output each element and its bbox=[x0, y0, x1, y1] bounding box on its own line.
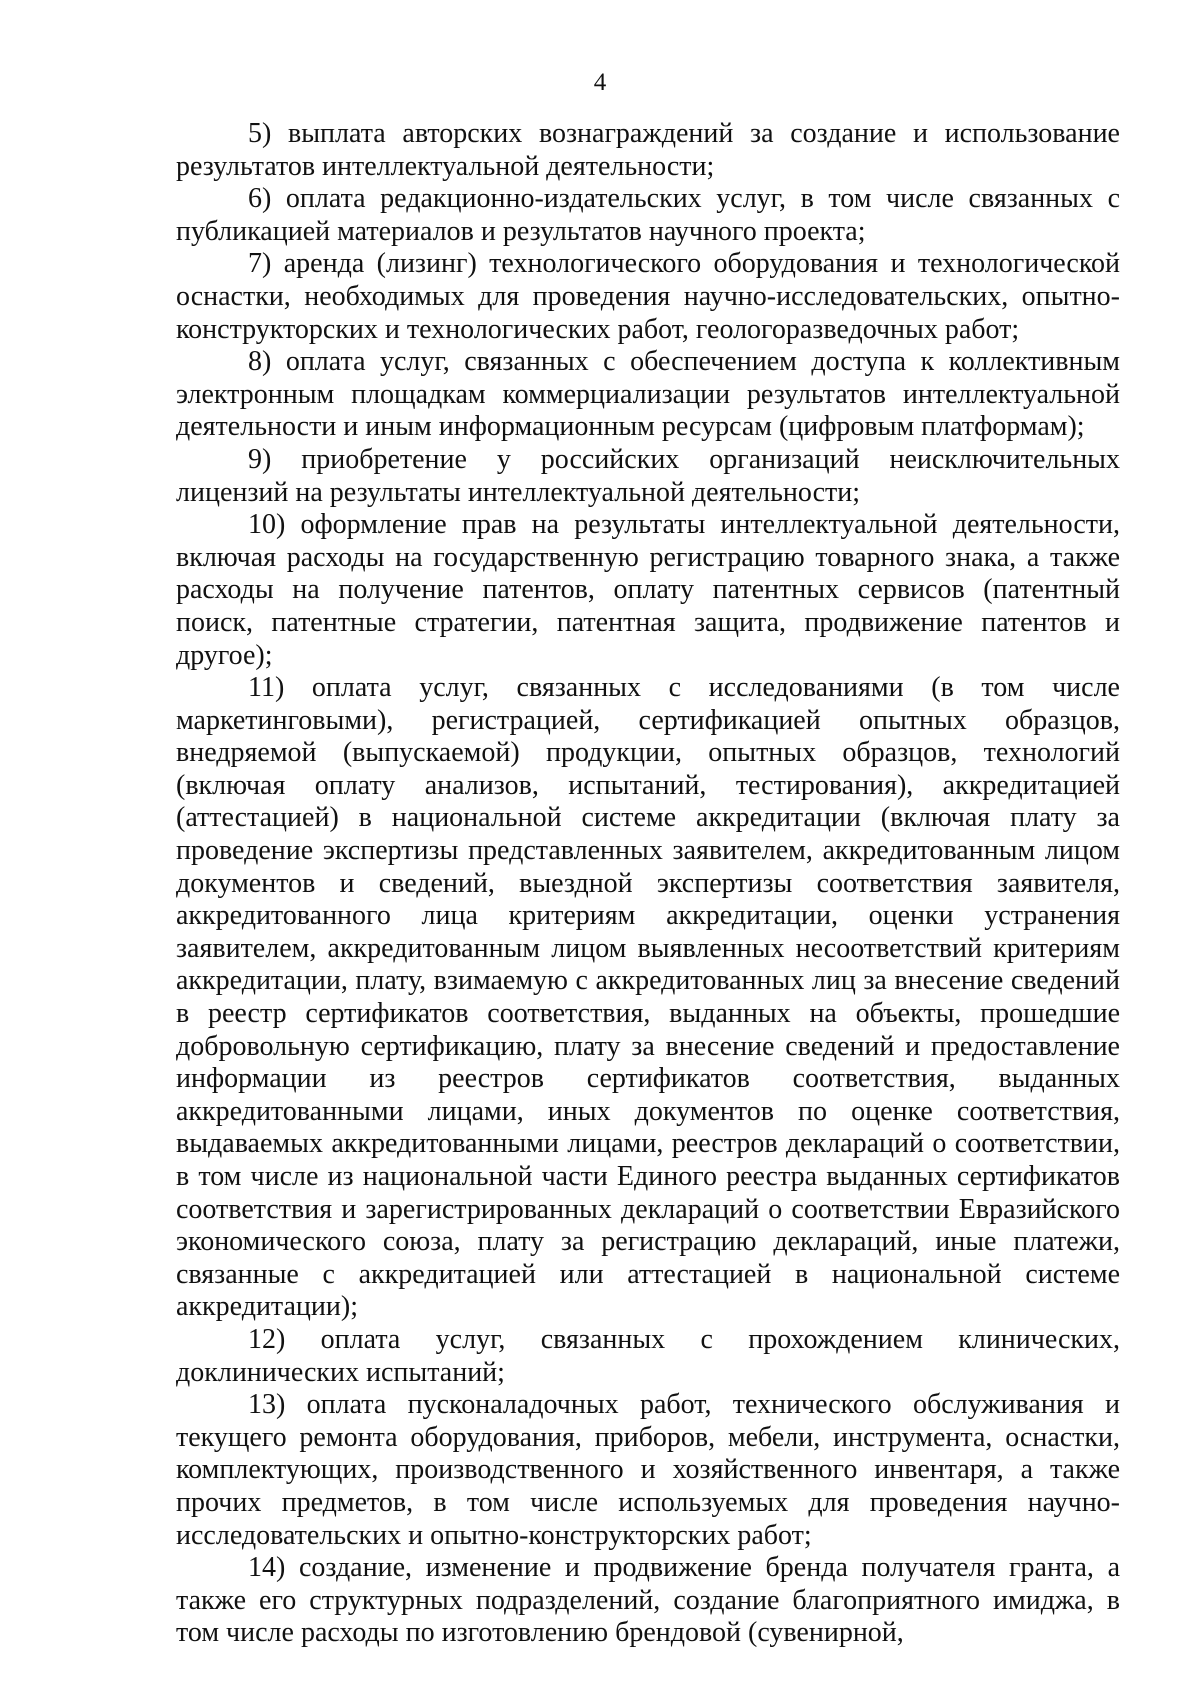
document-body bbox=[176, 118, 1120, 1650]
list-item-12: 12) оплата услуг, связанных с прохождением клинических, доклинических испытаний; bbox=[176, 1323, 1120, 1388]
list-item-9: 9) приобретение у российских организаций неисключительных лицензий на результаты интеллектуальной деятельности; bbox=[176, 443, 1120, 508]
page-number: 4 bbox=[593, 69, 607, 96]
list-item-14: 14) создание, изменение и продвижение бренда получателя гранта, а также его структурных подразделений, создание благоприятного имиджа, в том числе расходы по изготовлению брендовой (сувенирной, bbox=[176, 1552, 1120, 1649]
list-item-7: 7) аренда (лизинг) технологического оборудования и технологической оснастки, необходимых для проведения научно-исследовательских, опытно-конструкторских и технологических работ, геологоразведочных работ; bbox=[176, 248, 1120, 345]
list-item-13: 13) оплата пусконаладочных работ, технического обслуживания и текущего ремонта оборудования, приборов, мебели, инструмента, оснастки, комплектующих, производственного и хозяйственного инвентаря, а также прочих предметов, в том числе используемых для проведения научно-исследовательских и опытно-конструкторских работ; bbox=[176, 1389, 1120, 1551]
list-item-11: 11) оплата услуг, связанных с исследованиями (в том числе маркетинговыми), регистрацией, сертификацией опытных образцов, внедряемой (выпускаемой) продукции, опытных образцов, технологий (включая оплату анализов, испытаний, тестирования), аккредитацией (аттестацией) в национальной системе аккредитации (включая плату за проведение экспертизы представленных заявителем, аккредитованным лицом документов и сведений, выездной экспертизы соответствия заявителя, аккредитованного лица критериям аккредитации, оценки устранения заявителем, аккредитованным лицом выявленных несоответствий критериям аккредитации, плату, взимаемую с аккредитованных лиц за внесение сведений в реестр сертификатов соответствия, выданных на объекты, прошедшие добровольную сертификацию, плату за внесение сведений и предоставление информации из реестров сертификатов соответствия, выданных аккредитованными лицами, иных документов по оценке соответствия, выдаваемых аккредитованными лицами, реестров деклараций о соответствии, в том числе из национальной части Единого реестра выданных сертификатов соответствия и зарегистрированных деклараций о соответствии Евразийского экономического союза, плату за регистрацию деклараций, иные платежи, связанные с аккредитацией или аттестацией в национальной системе аккредитации); bbox=[176, 672, 1120, 1323]
list-item-8: 8) оплата услуг, связанных с обеспечением доступа к коллективным электронным площадкам коммерциализации результатов интеллектуальной деятельности и иным информационным ресурсам (цифровым платформам); bbox=[176, 346, 1120, 443]
list-item-5: 5) выплата авторских вознаграждений за создание и использование результатов интеллектуальной деятельности; bbox=[176, 118, 1120, 182]
list-item-6: 6) оплата редакционно-издательских услуг, в том числе связанных с публикацией материалов и результатов научного проекта; bbox=[176, 183, 1120, 247]
list-item-10: 10) оформление прав на результаты интеллектуальной деятельности, включая расходы на государственную регистрацию товарного знака, а также расходы на получение патентов, оплату патентных сервисов (патентный поиск, патентные стратегии, патентная защита, продвижение патентов и другое); bbox=[176, 509, 1120, 671]
